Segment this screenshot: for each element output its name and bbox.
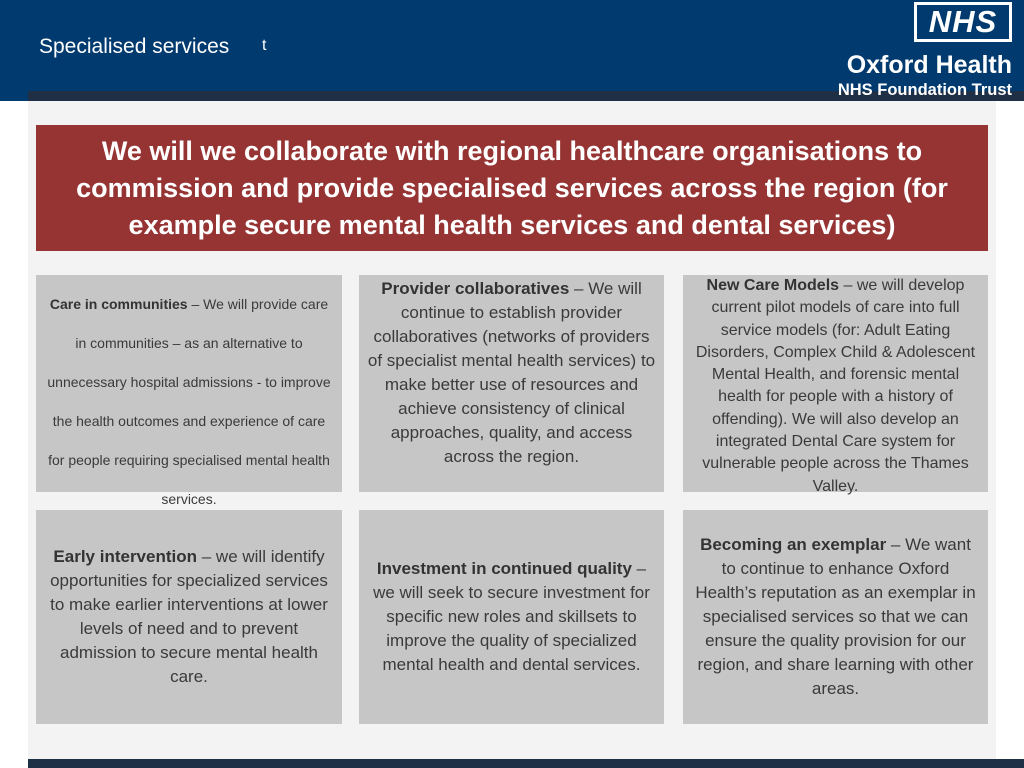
card-title: Investment in continued quality: [376, 559, 632, 578]
card-becoming-exemplar: [683, 510, 988, 724]
card-title: Provider collaboratives: [381, 279, 570, 298]
headline-text: We will we collaborate with regional healthcare organisations to commission and provide specialised services across the region (for example secure mental health services and dental services): [76, 135, 948, 240]
card-body: – We will provide care in communities – as an alternative to unnecessary hospital admissions - to improve the health outcomes and experience of care for people requiring specialised mental health services.: [47, 296, 331, 507]
card-early-intervention: [36, 510, 342, 724]
headline-banner: [36, 125, 988, 251]
card-body: – we will identify opportunities for specialized services to make earlier interventions at lower levels of need and to prevent admission to secure mental health care.: [50, 547, 328, 686]
page-title: Specialised services: [39, 35, 230, 58]
nhs-logo: [820, 2, 1020, 100]
header-stray-text: t: [262, 37, 267, 54]
card-care-in-communities: [36, 275, 342, 507]
nhs-lozenge: [914, 2, 1012, 42]
card-investment-quality: [359, 510, 664, 724]
card-title: Becoming an exemplar: [700, 535, 887, 554]
organisation-name: Oxford Health: [846, 51, 1012, 79]
card-title: Care in communities: [49, 296, 188, 312]
card-body: – we will develop current pilot models of care into full service models (for: Adult Eating Disorders, Complex Child & Adolescent Mental Health, and forensic mental health for people with a history of offending). We will also develop an integrated Dental Care system for vulnerable people across the Thames Valley.: [695, 277, 976, 495]
card-title: Early intervention: [53, 547, 198, 566]
card-body: – We want to continue to enhance Oxford Health’s reputation as an exemplar in specialised services so that we can ensure the quality provision for our region, and share learning with other areas.: [695, 535, 976, 698]
trust-name: NHS Foundation Trust: [837, 81, 1012, 99]
card-body: – We will continue to establish provider collaboratives (networks of providers of specialist mental health services) to make better use of resources and achieve consistency of clinical approaches, quality, and access across the region.: [367, 279, 656, 466]
card-new-care-models: [683, 275, 988, 495]
card-provider-collaboratives: [359, 275, 664, 492]
card-title: New Care Models: [706, 277, 840, 294]
nhs-wordmark: NHS: [928, 4, 998, 39]
card-body: – we will seek to secure investment for specific new roles and skillsets to improve the quality of specialized mental health and dental services.: [373, 559, 650, 674]
footer-bar: [28, 759, 1024, 768]
